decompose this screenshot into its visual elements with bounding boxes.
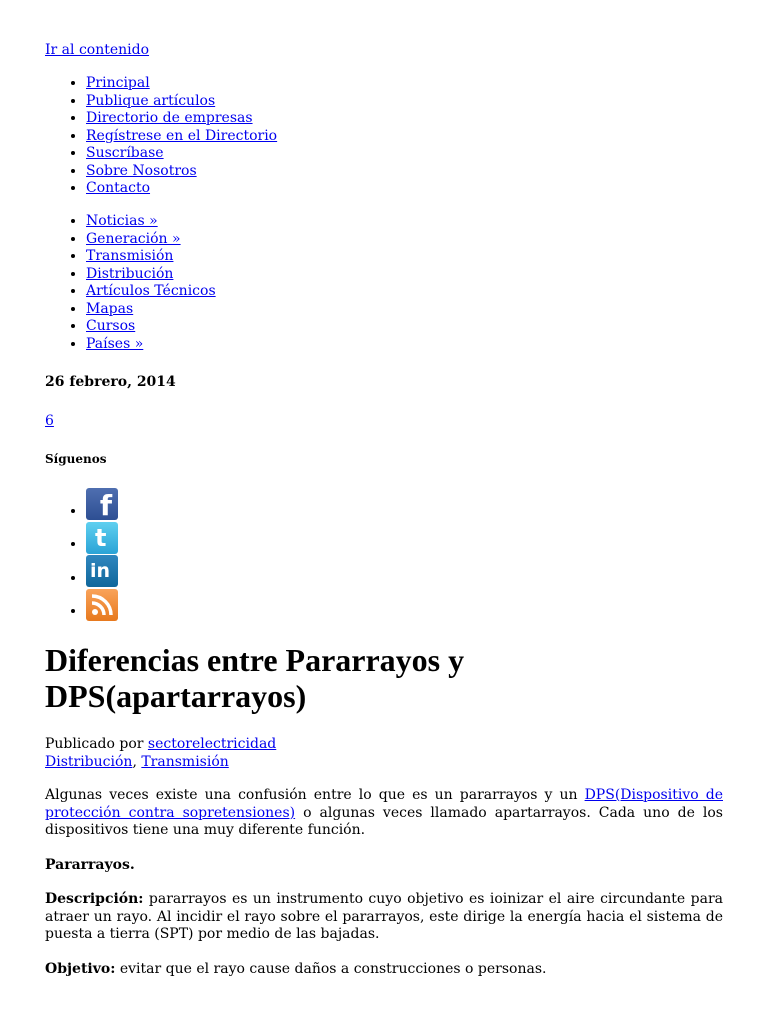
author-link[interactable]: sectorelectricidad xyxy=(147,736,277,752)
category-link-distribucion[interactable]: Distribución xyxy=(86,265,174,282)
post-date: 26 febrero, 2014 xyxy=(45,374,176,390)
social-item xyxy=(86,589,118,623)
category-menu-item xyxy=(86,336,216,354)
main-menu-item xyxy=(86,110,277,128)
category-link-mapas[interactable]: Mapas xyxy=(86,300,134,317)
category-menu-item xyxy=(86,248,216,266)
category-menu-item xyxy=(86,213,216,231)
category-menu-item xyxy=(86,266,216,284)
dps-link[interactable]: DPS(Dispositivo de protección contra sopretensiones) xyxy=(45,787,723,821)
main-menu-item xyxy=(86,128,277,146)
intro-paragraph xyxy=(45,787,723,840)
twitter-icon[interactable]: • t xyxy=(86,522,118,554)
main-menu-item xyxy=(86,163,277,181)
menu-link-publique[interactable]: Publique artículos xyxy=(86,92,216,109)
objective-text: evitar que el rayo cause daños a construcciones o personas. xyxy=(115,960,547,977)
category-link[interactable]: Distribución xyxy=(45,753,133,770)
linkedin-icon[interactable]: • in xyxy=(86,555,118,587)
category-menu-item xyxy=(86,318,216,336)
menu-link-contacto[interactable]: Contacto xyxy=(86,180,151,196)
category-link-paises[interactable]: Países » xyxy=(86,335,144,352)
rss-icon[interactable] xyxy=(86,589,118,621)
menu-link-suscribase[interactable]: Suscríbase xyxy=(86,145,164,161)
article-body xyxy=(45,787,723,995)
main-menu-item xyxy=(86,93,277,111)
menu-link-principal[interactable]: Principal xyxy=(86,75,150,91)
category-link-noticias[interactable]: Noticias » xyxy=(86,213,158,229)
category-separator: , xyxy=(132,753,142,770)
section-heading xyxy=(45,857,723,875)
main-menu-item xyxy=(86,180,277,198)
skip-to-content-link[interactable]: Ir al contenido xyxy=(45,42,150,58)
social-item xyxy=(86,488,118,522)
menu-link-directorio[interactable]: Directorio de empresas xyxy=(86,110,253,126)
menu-link-registrese[interactable]: Regístrese en el Directorio xyxy=(86,127,278,144)
description-paragraph xyxy=(45,891,723,944)
social-item xyxy=(86,555,118,589)
category-link[interactable]: Transmisión xyxy=(141,753,229,770)
description-label: Descripción: xyxy=(45,891,144,907)
category-menu-item xyxy=(86,301,216,319)
menu-link-sobre-nosotros[interactable]: Sobre Nosotros xyxy=(86,162,197,179)
intro-text-end: o algunas veces llamado apartarrayos. Cada uno de los dispositivos tiene una muy diferente función. xyxy=(45,804,723,838)
intro-text: Algunas veces existe una confusión entre lo que es un pararrayos y un xyxy=(45,787,585,803)
category-link-transmision[interactable]: Transmisión xyxy=(86,248,174,264)
category-link-cursos[interactable]: Cursos xyxy=(86,318,136,334)
category-link-articulos-tecnicos[interactable]: Artículos Técnicos xyxy=(86,283,216,299)
category-menu xyxy=(45,213,216,353)
article-meta xyxy=(45,736,276,771)
main-menu-item xyxy=(86,75,277,93)
byline xyxy=(45,736,276,754)
main-menu xyxy=(45,75,277,198)
objective-paragraph xyxy=(45,961,723,979)
objective-label: Objetivo: xyxy=(45,960,116,977)
social-links xyxy=(45,488,118,622)
published-by-label: Publicado por xyxy=(45,736,144,752)
category-link-generacion[interactable]: Generación » xyxy=(86,230,181,247)
description-text: pararrayos es un instrumento cuyo objetivo es ioinizar el aire circundante para atraer un rayo. Al incidir el rayo sobre el pararrayos, este dirige la energía hacia el sistema de puesta a tierra (SPT) por medio de las bajadas. xyxy=(45,891,723,942)
main-menu-item xyxy=(86,145,277,163)
comment-count-link[interactable]: 6 xyxy=(45,413,54,429)
follow-us-heading: Síguenos xyxy=(45,452,107,466)
social-item xyxy=(86,522,118,556)
article-title: Diferencias entre Pararrayos y DPS(apartarrayos) xyxy=(45,642,465,714)
category-menu-item xyxy=(86,231,216,249)
section-heading-text: Pararrayos. xyxy=(45,856,135,873)
facebook-icon[interactable]: • f xyxy=(86,488,118,520)
category-menu-item xyxy=(86,283,216,301)
category-list xyxy=(45,754,276,772)
